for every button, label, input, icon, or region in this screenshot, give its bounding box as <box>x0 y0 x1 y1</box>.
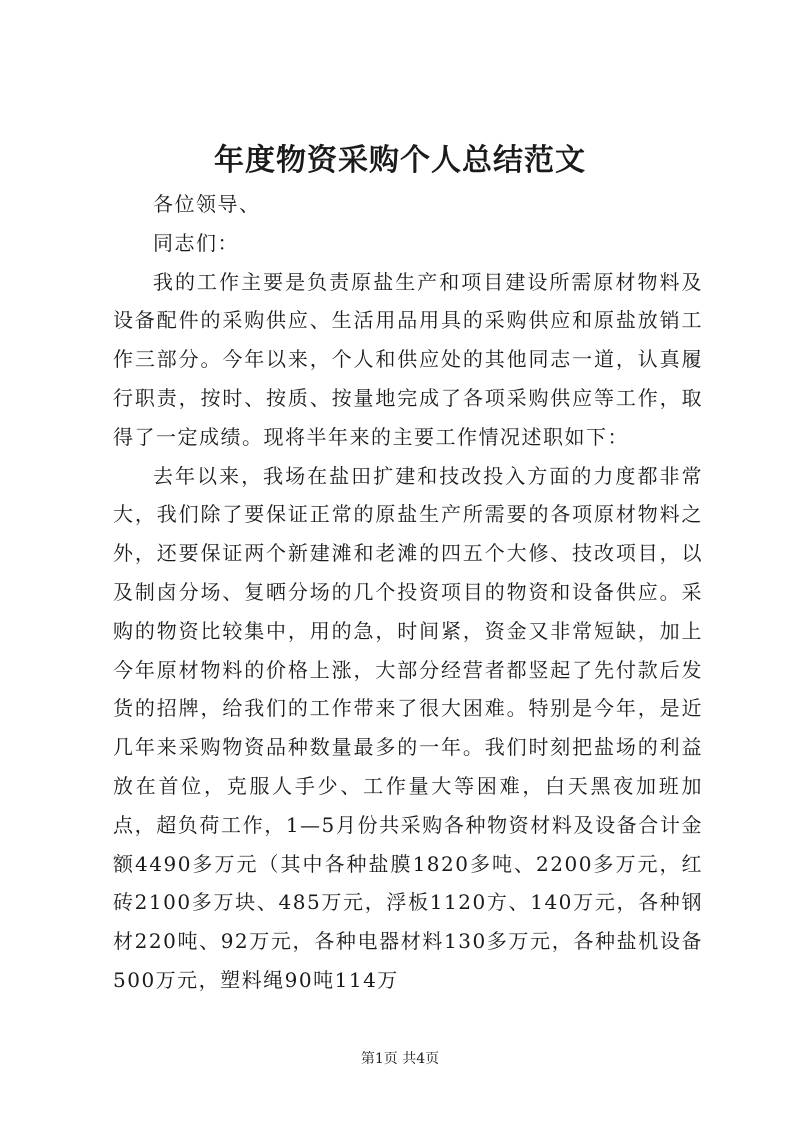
salutation-leaders: 各位领导、 <box>153 192 261 216</box>
document-title: 年度物资采购个人总结范文 <box>214 143 586 178</box>
document-body <box>113 185 703 1000</box>
salutation-comrades: 同志们： <box>153 230 239 255</box>
paragraph-procurement: 去年以来，我场在盐田扩建和技改投入方面的力度都非常大，我们除了要保证正常的原盐生产所需要的各项原材物料之外，还要保证两个新建滩和老滩的四五个大修、技改项目，以及制卤分场、复晒分场的几个投资项目的物资和设备供应。采购的物资比较集中，用的急，时间紧，资金又非常短缺，加上今年原材物料的价格上涨，大部分经营者都竖起了先付款后发货的招牌，给我们的工作带来了很大困难。特别是今年，是近几年来采购物资品种数量最多的一年。我们时刻把盐场的利益放在首位，克服人手少、工作量大等困难，白天黑夜加班加点，超负荷工作，1—5月份共采购各种物资材料及设备合计金额4490多万元（其中各种盐膜1820多吨、2200多万元，红砖2100多万块、485万元，浮板1120方、140万元，各种钢材220吨、92万元，各种电器材料130多万元，各种盐机设备500万元，塑料绳90吨114万 <box>113 463 703 992</box>
page-footer: 第1页 共4页 <box>360 1051 440 1067</box>
paragraph-intro: 我的工作主要是负责原盐生产和项目建设所需原材物料及设备配件的采购供应、生活用品用具的采购供应和原盐放销工作三部分。今年以来，个人和供应处的其他同志一道，认真履行职责，按时、按质、按量地完成了各项采购供应等工作，取得了一定成绩。现将半年来的主要工作情况述职如下： <box>113 269 703 449</box>
